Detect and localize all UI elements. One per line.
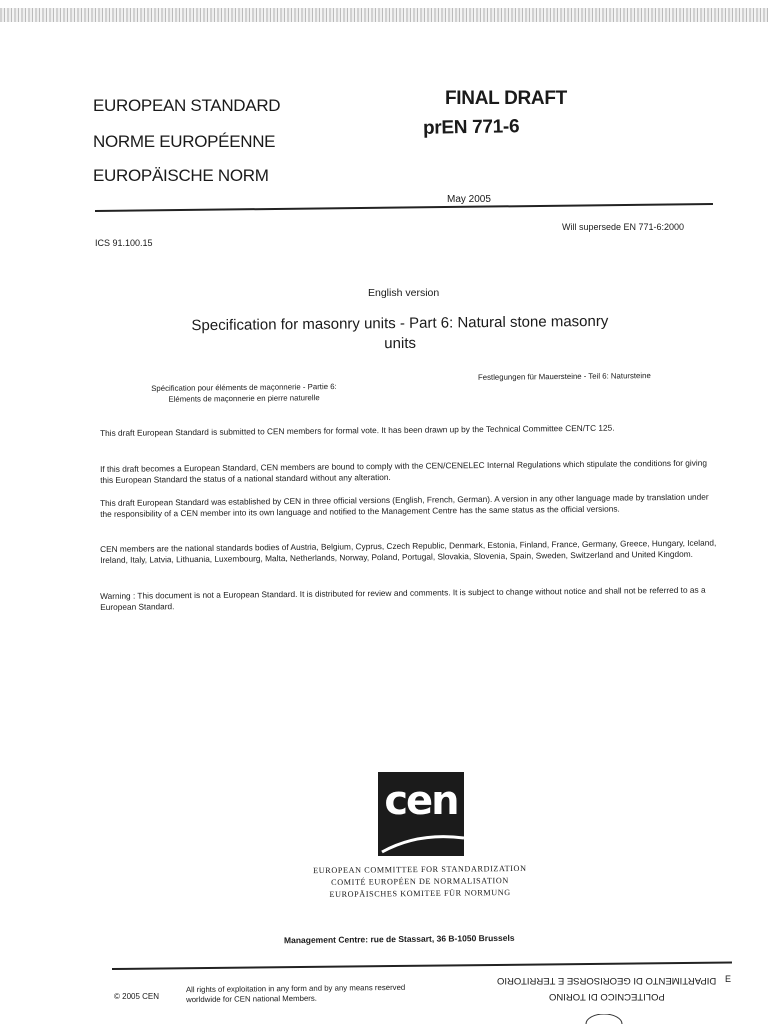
paragraph-members: CEN members are the national standards bodies of Austria, Belgium, Cyprus, Czech Republic, Denmark, Estonia, Finland, France, Germany, Greece, Hungary, Iceland, Ireland, Italy, Latvia, Lithuania, Luxembourg, Malta, Netherlands, Norway, Poland, Portugal, Slovakia, Slovenia, Spain, Sweden, Switzerland and United Kingdom. — [100, 537, 717, 565]
rights-statement — [186, 983, 405, 1005]
management-centre: Management Centre: rue de Stassart, 36 B-1050 Brussels — [283, 932, 515, 946]
french-title — [114, 381, 374, 406]
logo-swoosh — [378, 772, 464, 856]
main-title-line2: units — [384, 334, 417, 353]
ref-suffix: E — [725, 974, 732, 984]
draft-number: prEN 771-6 — [422, 116, 520, 139]
draft-label: FINAL DRAFT — [445, 88, 567, 109]
cen-logo-text: cen — [384, 778, 458, 824]
scan-artifact-bar — [0, 8, 768, 22]
rights-line1: All rights of exploitation in any form and by any means reserved — [185, 982, 406, 995]
supersede-note: Will supersede EN 771-6:2000 — [562, 222, 685, 232]
stamp-seal-icon — [584, 1014, 624, 1024]
paragraph-regulations: If this draft becomes a European Standard, CEN members are bound to comply with the CEN/CENELEC Internal Regulations which stipulate the conditions for giving this European Standard the status of a national standard without any alteration. — [100, 457, 707, 485]
committee-english: EUROPEAN COMMITTEE FOR STANDARDIZATION — [313, 863, 527, 876]
university-stamp — [492, 972, 722, 1004]
paragraph-vote: This draft European Standard is submitted to CEN members for formal vote. It has been drawn up by the Technical Committee CEN/TC 125. — [100, 422, 615, 438]
paragraph-warning: Warning : This document is not a European Standard. It is distributed for review and comments. It is subject to change without notice and shall not be referred to as a European Standard. — [100, 584, 706, 612]
stamp-line2: POLITECNICO DI TORINO — [549, 991, 665, 1002]
committee-names — [290, 863, 550, 902]
rights-line2: worldwide for CEN national Members. — [186, 993, 317, 1005]
standard-line-fr: NORME EUROPÉENNE — [93, 132, 276, 151]
header-rule — [95, 203, 713, 212]
paragraph-versions: This draft European Standard was established by CEN in three official versions (English, French, German). A version in any other language made by translation under the responsibility of a CEN member into its own language and notified to the Management Centre has the same status as the official versions. — [100, 491, 709, 519]
copyright: © 2005 CEN — [114, 992, 160, 1001]
ics-code: ICS 91.100.15 — [95, 238, 153, 248]
footer-rule — [112, 962, 732, 970]
committee-german: EUROPÄISCHES KOMITEE FÜR NORMUNG — [329, 888, 511, 899]
german-title: Festlegungen für Mauersteine - Teil 6: Natursteine — [477, 371, 651, 382]
main-title — [150, 311, 650, 356]
standard-line-de: EUROPÄISCHE NORM — [93, 166, 269, 185]
main-title-line1: Specification for masonry units - Part 6: Natural stone masonry — [191, 312, 609, 335]
committee-french: COMITÉ EUROPÉEN DE NORMALISATION — [331, 876, 509, 887]
french-title-line1: Spécification pour éléments de maçonnerie - Partie 6: — [151, 382, 337, 393]
cen-logo — [378, 772, 464, 856]
standard-line-en: EUROPEAN STANDARD — [93, 96, 281, 115]
french-title-line2: Eléments de maçonnerie en pierre naturelle — [168, 393, 320, 404]
version-label: English version — [368, 287, 440, 299]
publication-date: May 2005 — [447, 194, 491, 205]
stamp-line1: DIPARTIMENTO DI GEORISORSE E TERRITORIO — [497, 975, 717, 986]
